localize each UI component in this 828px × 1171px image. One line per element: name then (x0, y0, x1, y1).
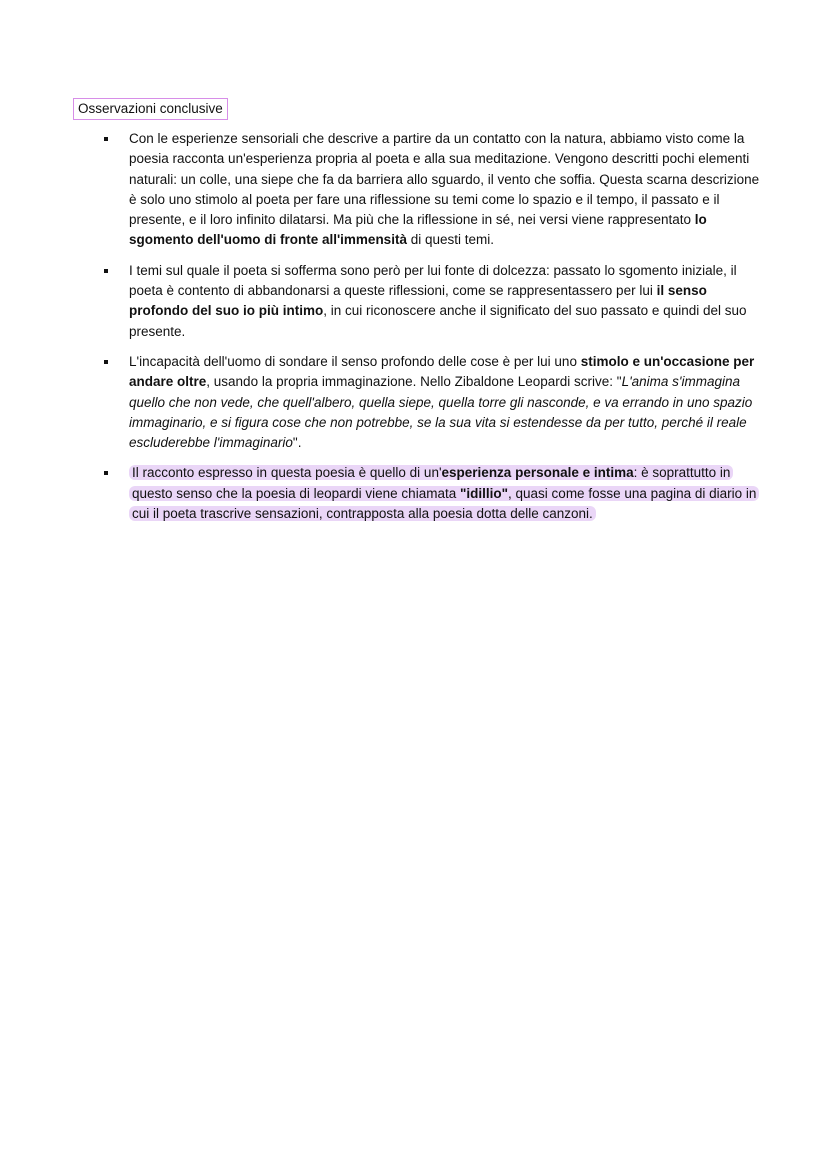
bold-phrase: il senso profondo del suo io più intimo (129, 283, 707, 319)
list-item (104, 352, 764, 453)
bold-phrase: "idillio" (459, 485, 509, 501)
bullet-text (129, 463, 764, 524)
list-item (104, 463, 764, 524)
bullet-marker-icon (104, 471, 108, 475)
bullet-marker-icon (104, 269, 108, 273)
bold-phrase: stimolo e un'occasione per andare oltre (129, 353, 755, 390)
bullet-text: L'incapacità dell'uomo di sondare il senso profondo delle cose è per lui uno stimolo e un'occasione per andare oltre, usando la propria immaginazione. Nello Zibaldone Leopardi scrive: "L'anima s'immagina quello che non vede, che quell'albero, quella siepe, quella torre gli nasconde, e va errando in uno spazio immaginario, e si figura cose che non potrebbe, se la sua vita si estendesse da per tutto, perché il reale escluderebbe l'immaginario". (129, 353, 755, 451)
bullet-text: Con le esperienze sensoriali che descrive a partire da un contatto con la natura, abbiamo visto come la poesia racconta un'esperienza propria al poeta e alla sua meditazione. Vengono descritti pochi elementi naturali: un colle, una siepe che fa da barriera allo sguardo, il vento che soffia. Questa scarna descrizione è solo uno stimolo al poeta per fare una riflessione su temi come lo spazio e il tempo, il passato e il presente, e il loro infinito dilatarsi. Ma più che la riflessione in sé, nei versi viene rappresentato lo sgomento dell'uomo di fronte all'immensità di questi temi. (129, 131, 760, 248)
bullet-marker-icon (104, 137, 108, 141)
bullet-marker-icon (104, 360, 108, 364)
highlighted-text: Il racconto espresso in questa poesia è quello di un'esperienza personale e intima: è soprattutto in questo senso che la poesia di leopardi viene chiamata "idillio", quasi come fosse una pagina di diario in cui il poeta trascrive sensazioni, contrapposta alla poesia dotta delle canzoni. (129, 465, 759, 521)
list-item (104, 129, 764, 251)
quote-italic: L'anima s'immagina quello che non vede, che quell'albero, quella siepe, quella torre gli nasconde, e va errando in uno spazio immaginario, e si figura cose che non potrebbe, se la sua vita si estendesse da per tutto, perché il reale escluderebbe l'immaginario (129, 374, 753, 451)
bullet-list (104, 129, 764, 534)
section-title: Osservazioni conclusive (73, 98, 228, 120)
bold-phrase: esperienza personale e intima (441, 465, 634, 481)
bold-phrase: lo sgomento dell'uomo di fronte all'immensità (129, 212, 707, 248)
bullet-text: I temi sul quale il poeta si sofferma sono però per lui fonte di dolcezza: passato lo sgomento iniziale, il poeta è contento di abbandonarsi a queste riflessioni, come se rappresentassero per lui il senso profondo del suo io più intimo, in cui riconoscere anche il significato del suo passato e quindi del suo presente. (129, 262, 747, 339)
list-item (104, 261, 764, 342)
